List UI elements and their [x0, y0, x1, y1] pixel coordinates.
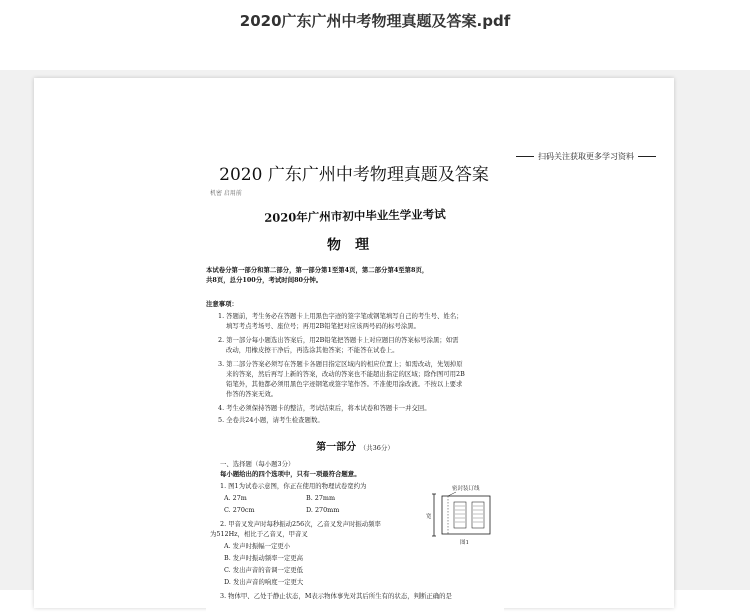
question-2b: 为512Hz，相比于乙音叉，甲音叉 — [210, 530, 308, 538]
document-viewer[interactable] — [0, 70, 750, 600]
section-1-desc: 每小题给出的四个选项中，只有一项最符合题意。 — [220, 470, 361, 478]
part-one-heading — [206, 438, 504, 453]
part-note: （共36分） — [359, 444, 394, 452]
q2-option-d: D. 发出声音的响度一定更大 — [224, 578, 304, 586]
fig-label-side: 宽 — [426, 514, 432, 520]
q2-option-c: C. 发出声音的音调一定更低 — [224, 566, 304, 574]
figure-1-paper-diagram — [426, 484, 496, 544]
note-3d: 作答的答案无效。 — [226, 390, 278, 398]
part-title: 第一部分 — [316, 442, 357, 453]
note-1a: 1. 答题前，考生务必在答题卡上用黑色字迹的签字笔或钢笔填写自己的考生号、姓名； — [218, 312, 463, 320]
qr-note-text: 扫码关注获取更多学习资料 — [538, 152, 634, 161]
note-3b: 来的答案，然后再写上新的答案，改动的答案也不能超出指定的区域；除作图可用2B — [226, 370, 465, 378]
paper-diagram-icon — [426, 484, 496, 544]
q1-option-b: B. 27mm — [306, 494, 336, 502]
scanned-exam-image — [206, 186, 504, 616]
fig-caption: 图1 — [460, 540, 469, 546]
q1-option-a: A. 27m — [224, 494, 247, 502]
q1-option-c: C. 270cm — [224, 506, 255, 514]
q1-option-d: D. 270mm — [306, 506, 340, 514]
question-2a: 2. 甲音叉发声时每秒振动256次，乙音叉发声时振动频率 — [220, 520, 381, 528]
intro-line-2: 共8页，总分100分，考试时间80分钟。 — [206, 276, 323, 284]
note-3c: 铅笔外，其他都必须用黑色字迹钢笔或签字笔作答。不准使用涂改液。不按以上要求 — [226, 380, 463, 388]
file-title: 2020广东广州中考物理真题及答案.pdf — [239, 12, 511, 30]
fig-label-top: 密封装订线 — [452, 486, 480, 492]
note-1b: 填写考点考场号、座位号；再用2B铅笔把对应该两号码的标号涂黑。 — [226, 322, 421, 330]
section-1-title: 一、选择题（每小题3分） — [220, 460, 295, 468]
exam-title: 2020年广州市初中毕业生学业考试 — [264, 207, 446, 225]
exam-subject: 物理 — [326, 236, 384, 254]
note-5: 5. 全卷共24小题，请考生检查题数。 — [218, 416, 324, 424]
document-heading: 2020 广东广州中考物理真题及答案 — [219, 165, 489, 185]
question-3: 3. 物体甲、乙处于静止状态，M表示物体事先对其后所生有的状态，判断正确的是 — [220, 592, 452, 600]
dash-right — [638, 156, 656, 157]
note-4: 4. 考生必须保持答题卡的整洁，考试结束后，将本试卷和答题卡一并交回。 — [218, 404, 431, 412]
question-1: 1. 图1为试卷示意图，你正在使用的物理试卷宽约为 — [220, 482, 367, 490]
notes-title: 注意事项： — [206, 300, 238, 308]
dash-left — [516, 156, 534, 157]
intro-line-1: 本试卷分第一部分和第二部分，第一部分第1至第4页，第二部分第4至第8页， — [206, 266, 429, 274]
q2-option-a: A. 发声时振幅一定更小 — [224, 542, 291, 550]
viewer-header — [0, 0, 750, 70]
pdf-page — [34, 78, 674, 608]
q2-option-b: B. 发声时振动频率一定更高 — [224, 554, 304, 562]
note-2a: 2. 第一部分每小题选出答案后，用2B铅笔把答题卡上对应题目的答案标号涂黑；如需 — [218, 336, 459, 344]
scan-corner-mark: 机密 启用前 — [210, 190, 242, 197]
note-2b: 改动，用橡皮擦干净后，再选涂其他答案；不能答在试卷上。 — [226, 346, 399, 354]
note-3a: 3. 第二部分答案必须写在答题卡各题目指定区域内的相应位置上；如需改动，先划掉原 — [218, 360, 463, 368]
